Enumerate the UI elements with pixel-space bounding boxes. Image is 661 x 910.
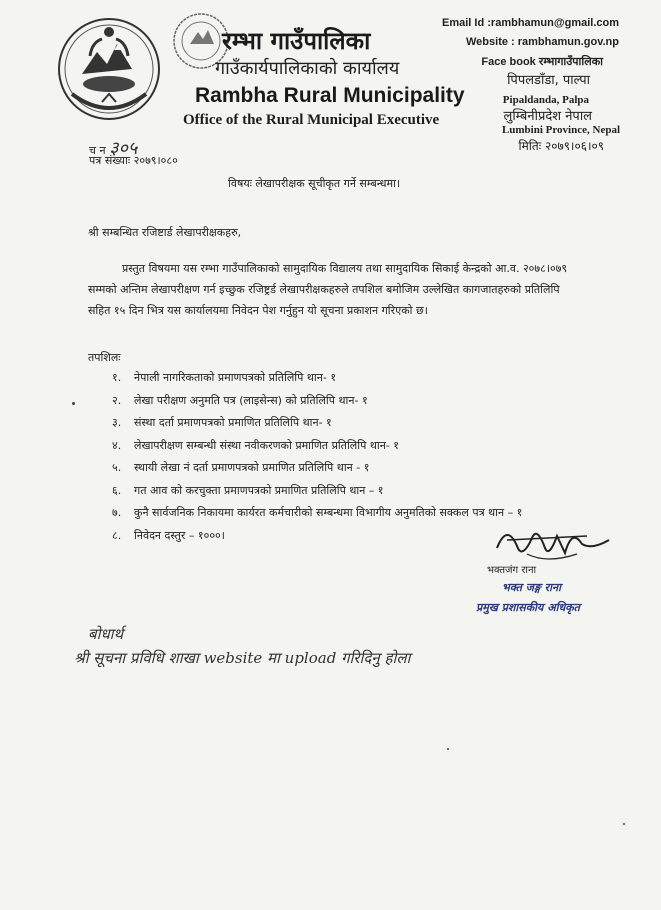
municipality-title-en: Rambha Rural Municipality <box>195 84 465 107</box>
province-en: Lumbini Province, Nepal <box>501 124 620 136</box>
list-item-text: गत आव को करचुक्ता प्रमाणपत्रको प्रमाणित प्रतिलिपि थान – १ <box>134 483 384 497</box>
letter-salutation: श्री सम्बन्धित रजिष्टार्ड लेखापरीक्षकहरु, <box>88 226 242 239</box>
list-item-text: निवेदन दस्तुर – १०००। <box>134 528 225 542</box>
letter-subject: विषयः लेखापरीक्षक सूचीकृत गर्ने सम्बन्धमा। <box>228 177 401 190</box>
signatory-typed-name: भक्तजंग राना <box>487 565 537 576</box>
list-item <box>112 415 522 438</box>
office-title-en: Office of the Rural Municipal Executive <box>183 112 440 128</box>
contact-facebook: Face book रम्भागाउँपालिका <box>481 56 603 68</box>
required-documents-list <box>112 370 522 550</box>
letter-date: मितिः २०७९।०६।०९ <box>518 139 604 153</box>
list-item <box>112 370 522 393</box>
list-item <box>112 460 522 483</box>
municipality-title-np: रम्भा गाउँपालिका <box>222 26 371 55</box>
province-np: लुम्बिनीप्रदेश नेपाल <box>503 109 592 124</box>
office-title-np: गाउँकार्यपालिकाको कार्यालय <box>215 58 400 79</box>
chalani-value: ३०५ <box>109 138 138 159</box>
handwritten-note-bodharth: बोधार्थ <box>88 625 124 643</box>
patra-sankhya: पत्र संख्याः २०७९।०८० <box>89 154 178 167</box>
list-item <box>112 505 522 528</box>
scan-speck <box>623 823 625 825</box>
chalani-label: च न <box>89 144 106 157</box>
list-item-text: लेखापरीक्षण सम्बन्धी संस्था नवीकरणको प्रमाणित प्रतिलिपि थान- १ <box>134 438 400 452</box>
address-en: Pipaldanda, Palpa <box>502 94 589 106</box>
contact-email: Email Id :rambhamun@gmail.com <box>442 17 619 29</box>
list-item-text: कुनै सार्वजनिक निकायमा कार्यरत कर्मचारीको सम्बन्धमा विभागीय अनुमतिको सक्कल पत्र थान – १ <box>134 506 523 519</box>
list-item-text: नेपाली नागरिकताको प्रमाणपत्रको प्रतिलिपि थान- १ <box>134 371 337 384</box>
list-item-number: ६. <box>112 483 122 497</box>
list-item <box>112 528 522 551</box>
address-np: पिपलडाँडा, पाल्पा <box>507 73 590 88</box>
scan-speck <box>72 402 75 405</box>
list-item <box>112 438 522 461</box>
list-item-text: स्थायी लेखा नं दर्ता प्रमाणपत्रको प्रमाणित प्रतिलिपि थान - १ <box>134 461 370 474</box>
handwritten-note-instruction: श्री सूचना प्रविधि शाखा website मा upload गरिदिनु होला <box>74 649 411 667</box>
list-item <box>112 393 522 416</box>
body-paragraph: प्रस्तुत विषयमा यस रम्भा गाउँपालिकाको सामुदायिक विद्यालय तथा सामुदायिक सिकाई केन्द्रको आ.व. २०७८।०७९ सम्मको अन्तिम लेखापरीक्षण गर्न इच्छुक रजिष्ट्रर्ड लेखापरीक्षकहरुले तपशिल बमोजिम उल्लेखित कागजातहरुको प्रतिलिपि सहित १५ दिन भित्र यस कार्यालयमा निवेदन पेश गर्नुहुन यो सूचना प्रकाशन गरिएको छ। <box>88 262 568 317</box>
list-item-number: ५. <box>112 461 122 474</box>
tapasil-label: तपशिलः <box>88 351 121 364</box>
list-item-number: ८. <box>112 528 122 542</box>
list-item-number: ७. <box>112 506 122 519</box>
list-item-number: ३. <box>112 416 122 429</box>
stamp-designation: प्रमुख प्रशासकीय अधिकृत <box>476 601 580 614</box>
list-item-number: २. <box>112 393 122 407</box>
list-item-text: संस्था दर्ता प्रमाणपत्रको प्रमाणित प्रतिलिपि थान- १ <box>134 416 332 429</box>
list-item-number: १. <box>112 371 122 384</box>
list-item-text: लेखा परीक्षण अनुमति पत्र (लाइसेन्स) को प्रतिलिपि थान- १ <box>134 393 368 407</box>
list-item <box>112 483 522 506</box>
nepal-emblem-logo <box>52 14 167 124</box>
contact-website: Website : rambhamun.gov.np <box>466 36 619 48</box>
stamp-name: भक्त जङ्ग राना <box>502 581 561 594</box>
scan-speck <box>447 748 449 750</box>
list-item-number: ४. <box>112 438 122 452</box>
